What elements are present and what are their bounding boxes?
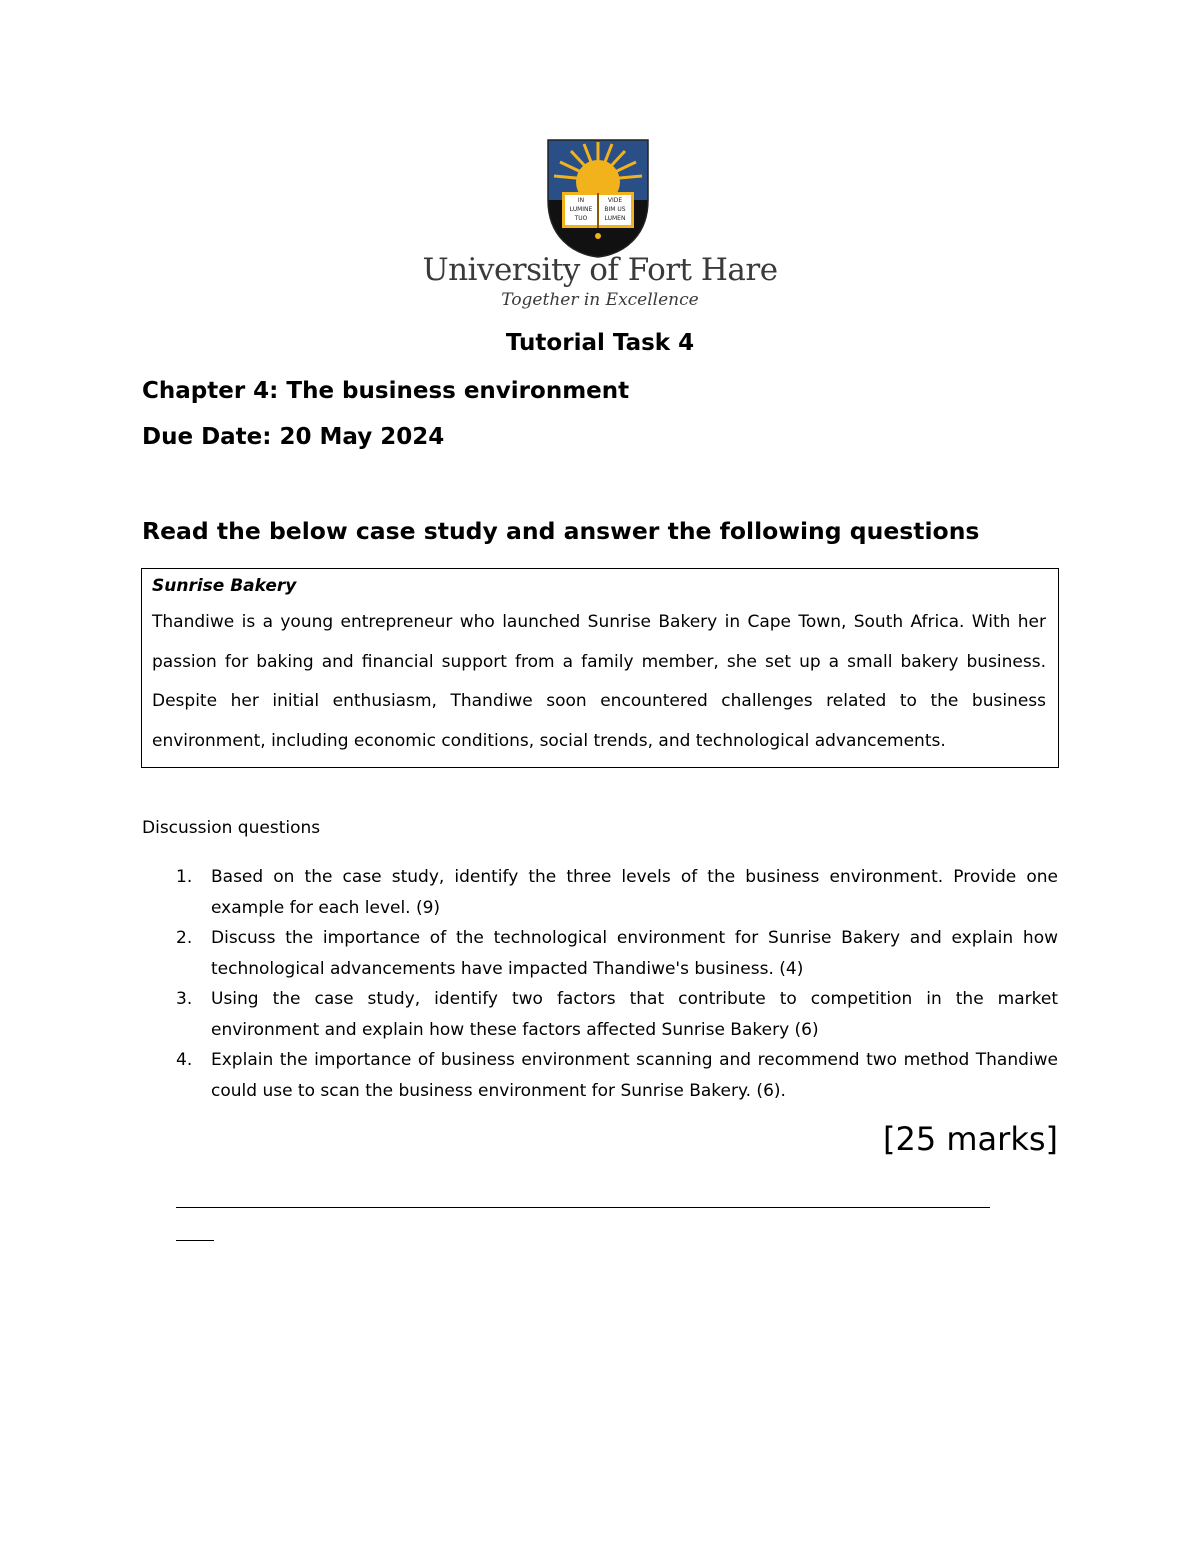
case-study-body: Thandiwe is a young entrepreneur who launched Sunrise Bakery in Cape Town, South Africa. With her passion for baking and financial support from a family member, she set up a small bakery business. Despite her initial enthusiasm, Thandiwe soon encountered challenges related to the business environment, including economic conditions, social trends, and technological advancements.	[152, 612, 1046, 751]
question-number: 1.	[176, 867, 193, 887]
svg-text:BIM US: BIM US	[604, 206, 626, 213]
question-list	[142, 862, 1058, 1106]
question-text: Using the case study, identify two factors that contribute to competition in the market environment and explain how these factors affected Sunrise Bakery (6)	[211, 989, 1058, 1040]
question-text: Discuss the importance of the technological environment for Sunrise Bakery and explain how technological advancements have impacted Thandiwe's business. (4)	[211, 928, 1058, 979]
total-marks: [25 marks]	[883, 1120, 1058, 1158]
svg-text:LUMINE: LUMINE	[569, 206, 593, 213]
case-study-box	[141, 568, 1059, 768]
question-text: Based on the case study, identify the three levels of the business environment. Provide one example for each level. (9)	[211, 867, 1058, 918]
university-crest-icon	[546, 138, 650, 258]
page-title: Tutorial Task 4	[505, 330, 695, 356]
university-name: University of Fort Hare	[422, 252, 778, 288]
case-study-title: Sunrise Bakery	[152, 576, 297, 596]
instruction-heading: Read the below case study and answer the following questions	[142, 517, 980, 545]
question-number: 3.	[176, 989, 193, 1009]
svg-text:TUO: TUO	[574, 215, 588, 222]
divider-line	[176, 1207, 990, 1208]
divider-line-short	[176, 1240, 214, 1241]
question-item	[142, 923, 1058, 984]
question-text: Explain the importance of business environment scanning and recommend two method Thandiwe could use to scan the business environment for Sunrise Bakery. (6).	[211, 1050, 1058, 1101]
question-item	[142, 1045, 1058, 1106]
question-number: 2.	[176, 928, 193, 948]
discussion-label: Discussion questions	[142, 818, 321, 838]
svg-text:IN: IN	[577, 197, 585, 204]
question-item	[142, 984, 1058, 1045]
university-logo	[0, 138, 1200, 313]
chapter-heading: Chapter 4: The business environment	[142, 378, 630, 404]
due-date: Due Date: 20 May 2024	[142, 424, 445, 450]
university-motto: Together in Excellence	[501, 290, 699, 310]
question-item	[142, 862, 1058, 923]
svg-text:VIDE: VIDE	[607, 197, 623, 204]
svg-text:LUMEN: LUMEN	[604, 215, 626, 222]
question-number: 4.	[176, 1050, 193, 1070]
